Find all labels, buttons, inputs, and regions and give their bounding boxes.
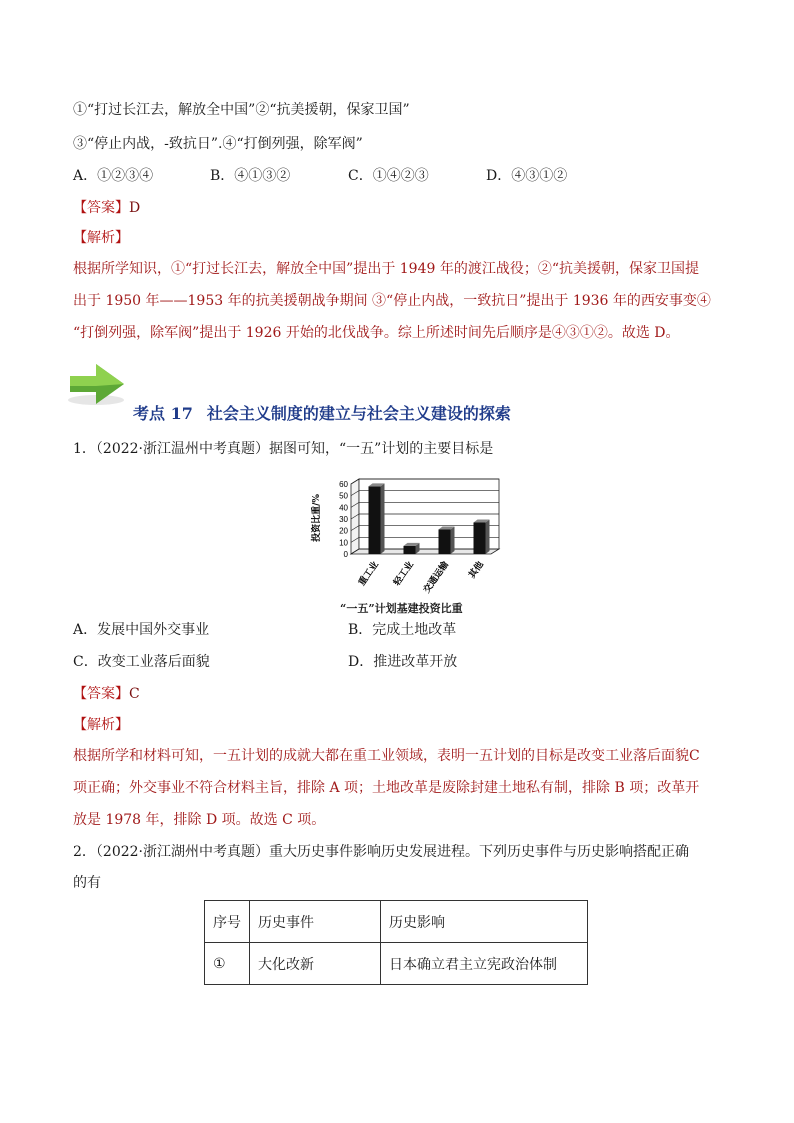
analysis-line-3: “打倒列强，除军阀”提出于 1926 开始的北伐战争。综上所述时间先后顺序是④③①②。故选 D。 (73, 325, 680, 341)
section-number: 考点 17 (133, 404, 193, 423)
y-tick-label: 60 (339, 480, 348, 489)
x-tick-label: 轻工业 (392, 559, 416, 588)
analysis-line-1: 根据所学知识，①“打过长江去，解放全中国”提出于 1949 年的渡江战役；②“抗美援朝，保家卫国提 (73, 261, 699, 277)
q1-answer-line (73, 684, 140, 704)
y-tick-label: 50 (339, 491, 348, 501)
table-cell: ① (205, 943, 250, 985)
bar (439, 530, 451, 555)
choice-b: B．④①③② (210, 168, 291, 184)
bar-side (381, 483, 385, 554)
bar (474, 523, 486, 555)
x-tick-label: 其他 (467, 559, 486, 581)
answer-value: D (129, 200, 141, 216)
q2-stem-line-2: 的有 (73, 875, 101, 891)
bar (369, 486, 381, 554)
choice-d: D．④③①② (486, 168, 568, 184)
y-tick-label: 30 (339, 515, 348, 524)
table-cell: 大化改新 (250, 943, 381, 985)
green-arrow-icon (66, 360, 132, 406)
header-cell: 历史影响 (381, 901, 588, 943)
options-line-1: ①“打过长江去，解放全中国”②“抗美援朝，保家卫国” (73, 102, 410, 118)
x-tick-label: 交通运输 (422, 559, 451, 596)
q1-answer-label: 【答案】 (73, 686, 129, 702)
header-cell: 序号 (205, 901, 250, 943)
q1-analysis-line-1: 根据所学和材料可知，一五计划的成就大都在重工业领域，表明一五计划的目标是改变工业落后面貌C (73, 748, 700, 764)
header-cell: 历史事件 (250, 901, 381, 943)
q1-analysis-line-2: 项正确；外交事业不符合材料主旨，排除 A 项；土地改革是废除封建土地私有制，排除 B 项；改革开 (73, 780, 700, 796)
options-line-2: ③“停止内战，-致抗日”.④“打倒列强，除军阀” (73, 136, 363, 152)
history-table (204, 900, 588, 985)
analysis-line-2: 出于 1950 年——1953 年的抗美援朝战争期间 ③“停止内战，一致抗日”提出于 1936 年的西安事变④ (73, 293, 711, 309)
chart-title: “一五”计划基建投资比重 (340, 602, 463, 615)
q1-choice-b: B．完成土地改革 (348, 622, 457, 638)
y-tick-label: 0 (343, 550, 348, 559)
table-header-row (205, 901, 588, 943)
q1-choice-d: D．推进改革开放 (348, 654, 458, 670)
y-axis-label: 投资比重/% (312, 494, 322, 542)
q1-stem: 1．（2022·浙江温州中考真题）据图可知，“一五”计划的主要目标是 (73, 441, 494, 457)
choice-a: A．①②③④ (73, 168, 154, 184)
table-cell: 日本确立君主立宪政治体制 (381, 943, 588, 985)
y-tick-label: 10 (339, 538, 348, 548)
analysis-label: 【解析】 (73, 230, 129, 246)
bar-side (486, 520, 490, 555)
choice-c: C．①④②③ (348, 168, 429, 184)
q1-analysis-line-3: 放是 1978 年，排除 D 项。故选 C 项。 (73, 812, 326, 828)
x-tick-label: 重工业 (357, 559, 381, 588)
q2-stem-line-1: 2．（2022·浙江湖州中考真题）重大历史事件影响历史发展进程。下列历史事件与历史影响搭配正确 (73, 844, 689, 860)
section-heading (133, 401, 511, 424)
table-row (205, 943, 588, 985)
q1-choice-c: C．改变工业落后面貌 (73, 654, 210, 670)
bar (404, 546, 416, 554)
section-title: 社会主义制度的建立与社会主义建设的探索 (206, 404, 511, 423)
q1-analysis-label: 【解析】 (73, 717, 129, 733)
q1-choice-a: A．发展中国外交事业 (73, 622, 210, 638)
bar-chart (305, 478, 505, 608)
answer-label: 【答案】 (73, 200, 129, 216)
y-tick-label: 20 (339, 526, 348, 536)
bar-side (451, 527, 455, 555)
y-tick-label: 40 (339, 503, 348, 513)
q1-answer-value: C (129, 686, 140, 702)
answer-line (73, 198, 140, 218)
